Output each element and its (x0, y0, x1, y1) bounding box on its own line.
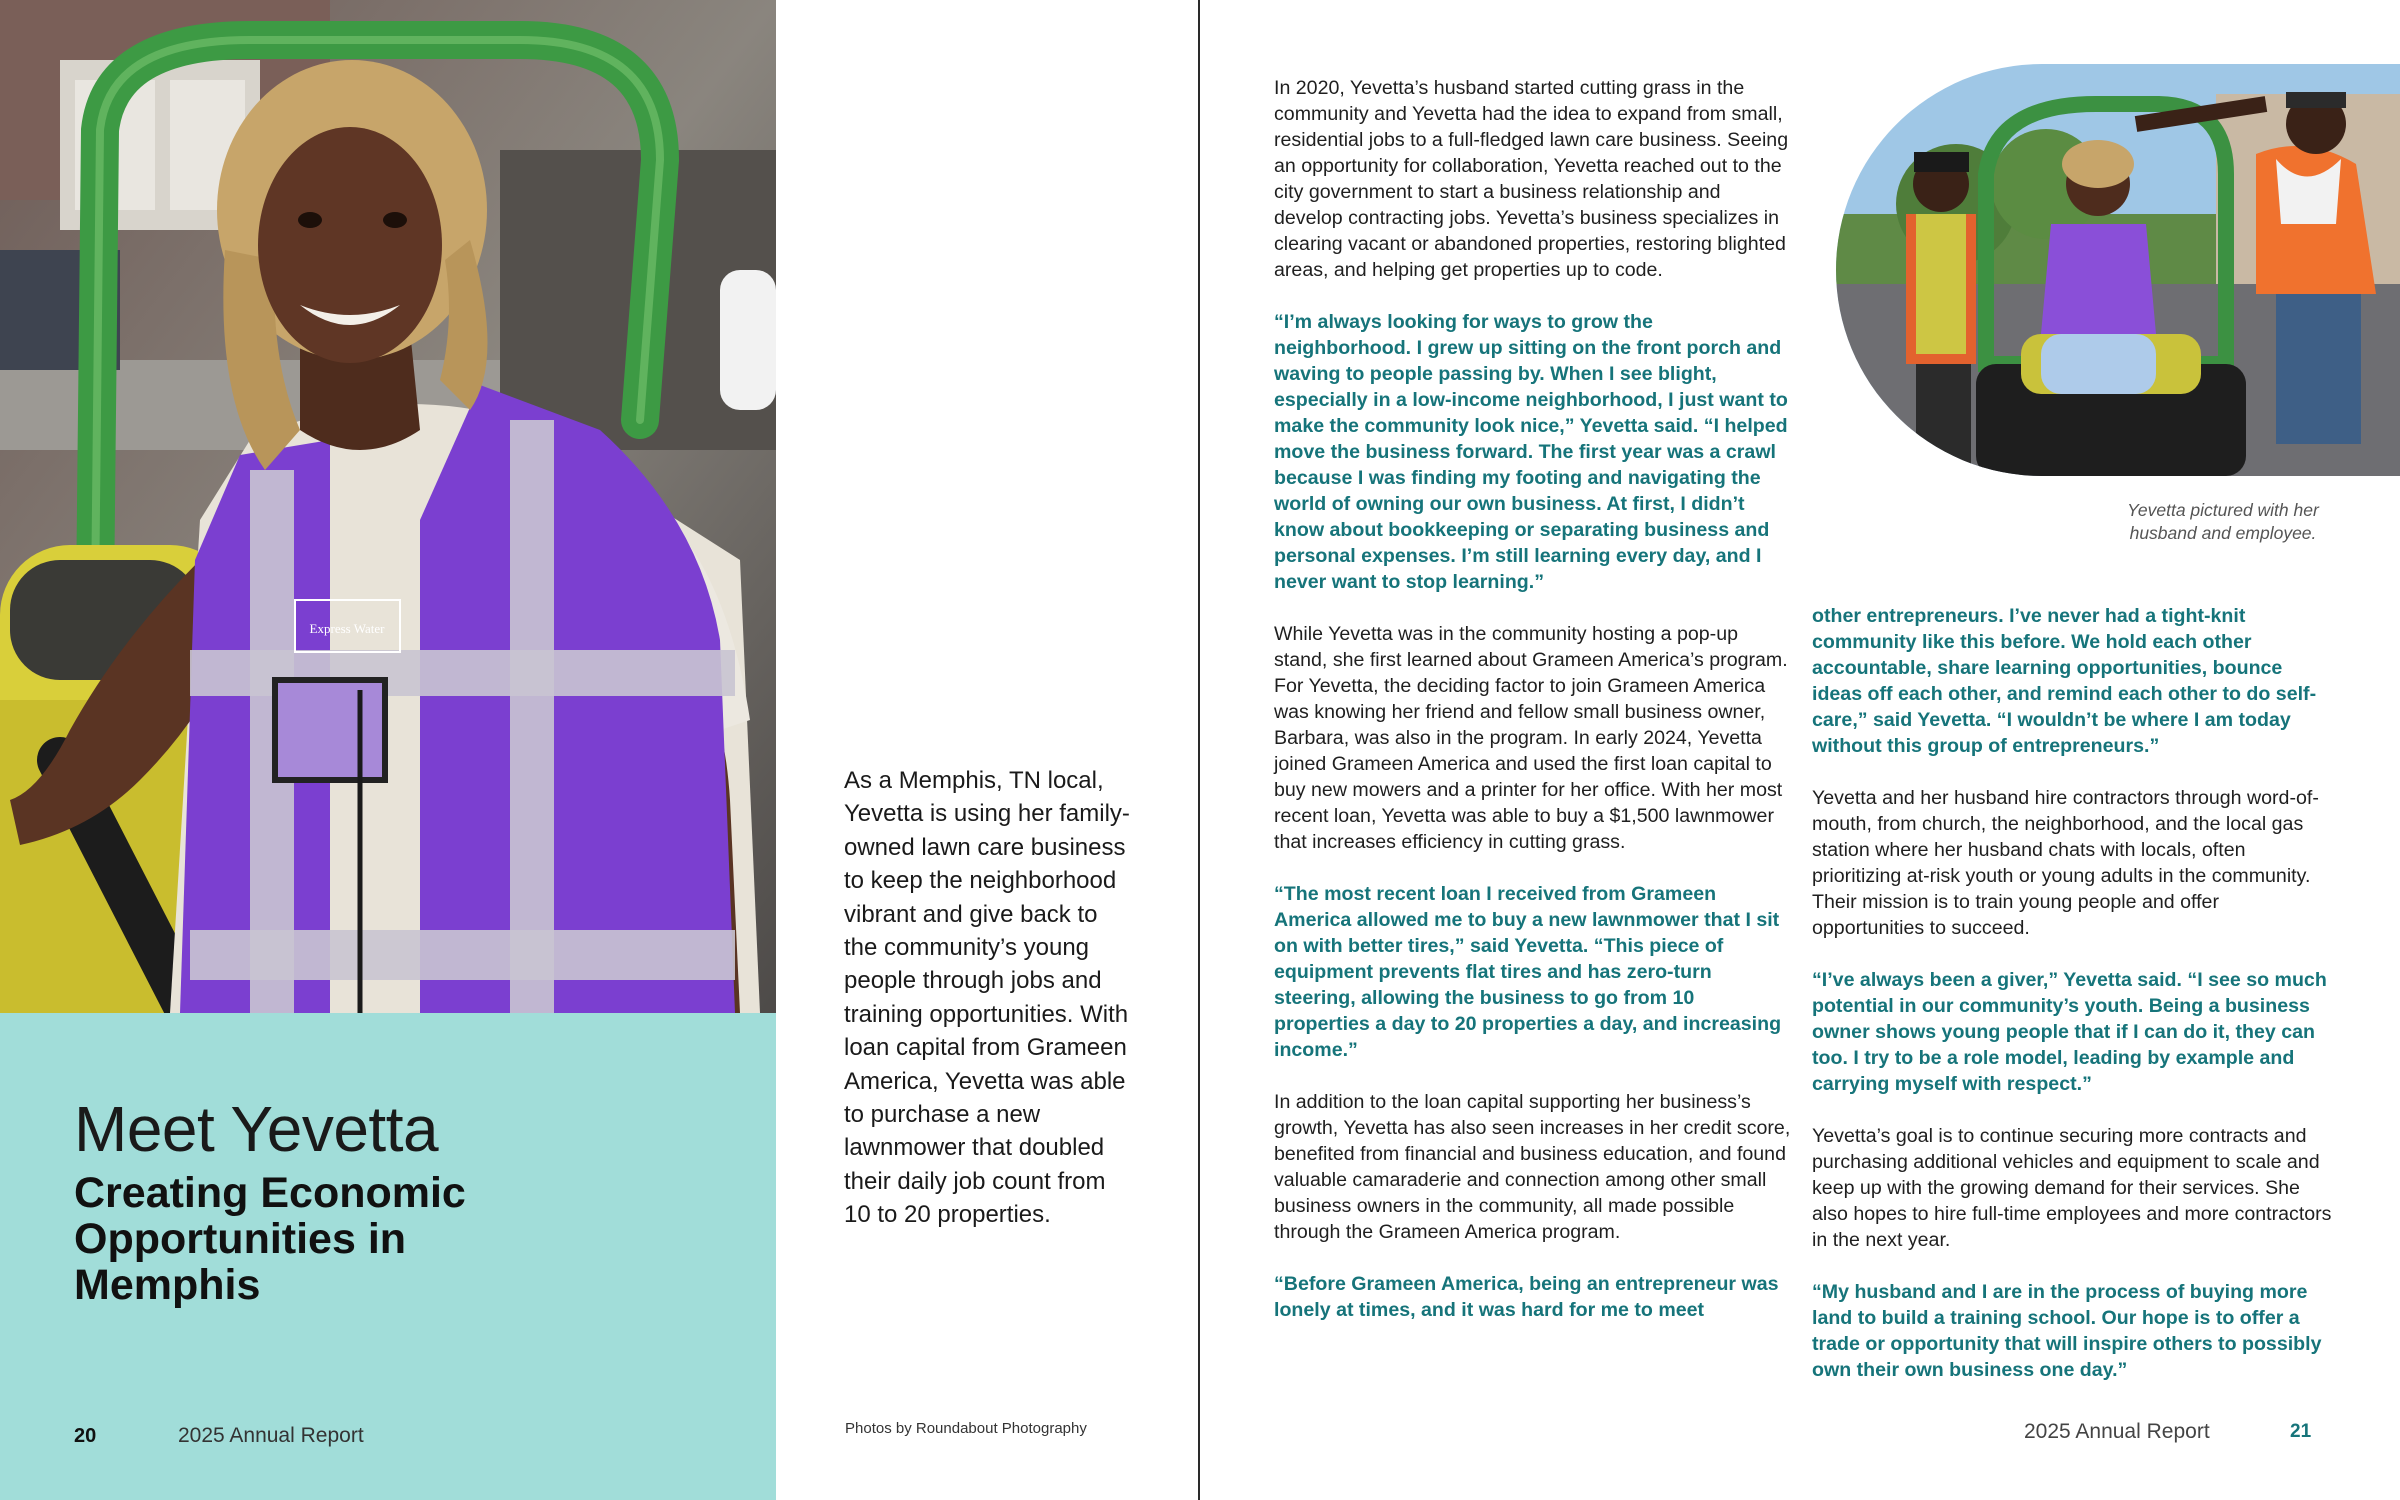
photo-caption: Yevetta pictured with her husband and employee. (2127, 500, 2319, 543)
portrait-photo (0, 0, 776, 1013)
group-photo (1836, 64, 2400, 476)
story-column-1 (1274, 75, 1794, 1349)
vest-logo: Express Water (309, 621, 385, 636)
intro-paragraph: As a Memphis, TN local, Yevetta is using her family-owned lawn care business to keep the neighborhood vibrant and give back to the community’s young people through jobs and training opportunities. With loan capital from Grameen America, Yevetta was able to purchase a new lawnmower that doubled their daily job count from 10 to 20 properties. (844, 767, 1130, 1229)
story-quote: “I’ve always been a giver,” Yevetta said. “I see so much potential in our community’s youth. Being a business owner shows young people that if I can do it, they can too. I try to be a role model, leading by example and carrying myself with respect.” (1812, 969, 2327, 1095)
story-column-2 (1812, 603, 2332, 1409)
story-paragraph: In addition to the loan capital supporting her business’s growth, Yevetta has also seen increases in her credit score, benefited from financial and business education, and found valuable camaraderie and connection among other small business owners in the community, all made possible through the Grameen America program. (1274, 1091, 1791, 1243)
story-paragraph: Yevetta’s goal is to continue securing more contracts and purchasing additional vehicles and equipment to scale and keep up with the growing demand for their services. She also hopes to hire full-time employees and more contractors in the next year. (1812, 1125, 2332, 1251)
story-paragraph: While Yevetta was in the community hosting a pop-up stand, she first learned about Grameen America’s program. For Yevetta, the deciding factor to join Grameen America was knowing her friend and fellow small business owner, Barbara, was also in the program. In early 2024, Yevetta joined Grameen America and used the first loan capital to buy new mowers and a printer for her office. With her most recent loan, Yevetta was able to buy a $1,500 lawnmower that increases efficiency in cutting grass. (1274, 623, 1788, 853)
photo-credit: Photos by Roundabout Photography (845, 1420, 1087, 1437)
story-quote: “My husband and I are in the process of buying more land to build a training school. Our hope is to offer a trade or opportunity that will inspire others to possibly own their own business one day.” (1812, 1281, 2322, 1381)
page-spine-divider (1198, 0, 1200, 1500)
story-quote: other entrepreneurs. I’ve never had a tight-knit community like this before. We hold each other accountable, share learning opportunities, bounce ideas off each other, and remind each other to do self-care,” said Yevetta. “I wouldn’t be where I am today without this group of entrepreneurs.” (1812, 605, 2317, 757)
page-subtitle: Creating Economic Opportunities in Memphis (74, 1169, 466, 1309)
story-quote: “Before Grameen America, being an entrepreneur was lonely at times, and it was hard for me to meet (1274, 1273, 1779, 1321)
report-label-right: 2025 Annual Report (2024, 1420, 2210, 1443)
page-number-left: 20 (74, 1425, 97, 1447)
story-paragraph: Yevetta and her husband hire contractors through word-of-mouth, from church, the neighborhood, and the local gas station where her husband chats with locals, often prioritizing at-risk youth or young adults in the community. Their mission is to train young people and offer opportunities to succeed. (1812, 787, 2319, 939)
story-paragraph: In 2020, Yevetta’s husband started cutting grass in the community and Yevetta had the idea to expand from small, residential jobs to a full-fledged lawn care business. Seeing an opportunity for collaboration, Yevetta reached out to the city government to start a business relationship and develop contracting jobs. Yevetta’s business specializes in clearing vacant or abandoned properties, restoring blighted areas, and helping get properties up to code. (1274, 77, 1789, 281)
story-quote: “The most recent loan I received from Grameen America allowed me to buy a new lawnmower that I sit on with better tires,” said Yevetta. “This piece of equipment prevents flat tires and has zero-turn steering, allowing the business to go from 10 properties a day to 20 properties a day, and increasing income.” (1274, 883, 1782, 1061)
page-title: Meet Yevetta (74, 1093, 439, 1165)
story-quote: “I’m always looking for ways to grow the neighborhood. I grew up sitting on the front porch and waving to people passing by. When I see blight, especially in a low-income neighborhood, I just want to make the community look nice,” Yevetta said. “I helped move the business forward. The first year was a crawl because I was finding my footing and navigating the world of owning our own business. At first, I didn’t know about bookkeeping or separating business and personal expenses. I’m still learning every day, and I never want to stop learning.” (1274, 311, 1788, 593)
page-number-right: 21 (2290, 1421, 2312, 1442)
report-label-left: 2025 Annual Report (178, 1424, 364, 1447)
